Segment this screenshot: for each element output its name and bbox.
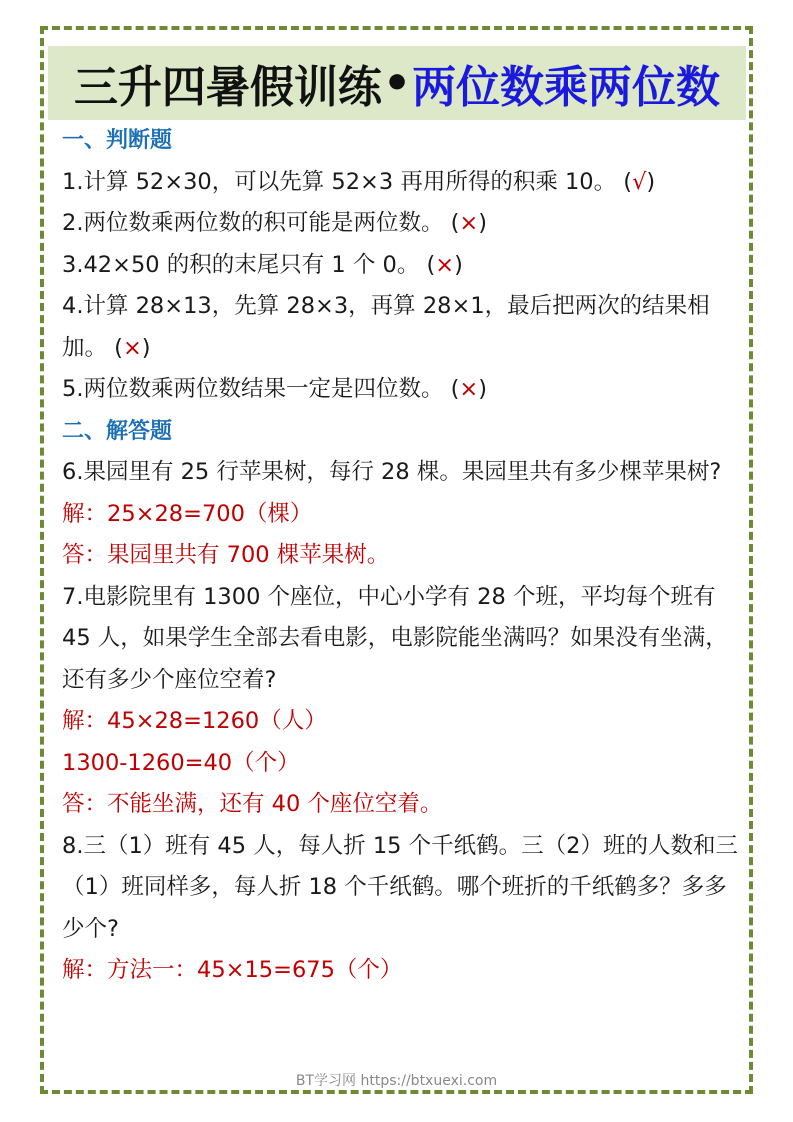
judgement-mark: × bbox=[435, 251, 455, 278]
judgement-mark: × bbox=[459, 210, 479, 236]
question-7: 7.电影院里有 1300 个座位，中心小学有 28 个班，平均每个班有 45 人，如果学生全部去看电影，电影院能坐满吗？如果没有坐满，还有多少个座位空着? bbox=[62, 583, 728, 693]
section-heading-word-problems: 二、解答题 bbox=[62, 418, 173, 444]
title-subtitle: 两位数乘两位数 bbox=[412, 62, 721, 113]
question-8: 8.三（1）班有 45 人，每人折 15 个千纸鹤。三（2）班的人数和三（1）班同样多，每人折 18 个千纸鹤。哪个班折的千纸鹤多？多多少个? bbox=[62, 832, 738, 942]
judgement-item-4: 4.计算 28×13，先算 28×3，再算 28×1，最后把两次的结果相加。 (×) bbox=[62, 293, 710, 361]
title-banner bbox=[48, 46, 746, 120]
judgement-item-1: 1.计算 52×30，可以先算 52×3 再用所得的积乘 10。 (√) bbox=[62, 168, 656, 195]
footer-source: BT学习网 https://btxuexi.com bbox=[295, 1073, 498, 1089]
worksheet-content bbox=[62, 120, 738, 992]
answer-6-solution: 解：25×28=700（棵） bbox=[62, 500, 313, 527]
judgement-text: 2.两位数乘两位数的积可能是两位数。 bbox=[62, 210, 451, 236]
answer-8-method-1: 解：方法一：45×15=675（个） bbox=[62, 957, 403, 983]
question-6: 6.果园里有 25 行苹果树，每行 28 棵。果园里共有多少棵苹果树? bbox=[62, 459, 722, 485]
judgement-mark: √ bbox=[632, 168, 647, 195]
judgement-text: 1.计算 52×30，可以先算 52×3 再用所得的积乘 10。 bbox=[62, 168, 624, 195]
judgement-item-2: 2.两位数乘两位数的积可能是两位数。 (×) bbox=[62, 210, 488, 236]
judgement-item-3: 3.42×50 的积的末尾只有 1 个 0。 (×) bbox=[62, 251, 463, 278]
title-separator-dot: • bbox=[382, 57, 412, 109]
judgement-mark: × bbox=[459, 376, 479, 402]
title-main: 三升四暑假训练 bbox=[73, 62, 382, 113]
answer-7-solution: 解：45×28=1260（人） bbox=[62, 708, 327, 734]
judgement-item-5: 5.两位数乘两位数结果一定是四位数。 (×) bbox=[62, 376, 488, 402]
answer-6-conclusion: 答：果园里共有 700 棵苹果树。 bbox=[62, 542, 390, 568]
judgement-mark: × bbox=[122, 334, 142, 361]
judgement-text: 3.42×50 的积的末尾只有 1 个 0。 bbox=[62, 251, 427, 278]
answer-7-step: 1300-1260=40（个） bbox=[62, 749, 300, 776]
section-heading-judgement: 一、判断题 bbox=[62, 128, 173, 153]
judgement-text: 5.两位数乘两位数结果一定是四位数。 bbox=[62, 376, 451, 402]
judgement-text: 4.计算 28×13，先算 28×3，再算 28×1，最后把两次的结果相加。 bbox=[62, 293, 710, 361]
answer-7-conclusion: 答：不能坐满，还有 40 个座位空着。 bbox=[62, 791, 443, 817]
